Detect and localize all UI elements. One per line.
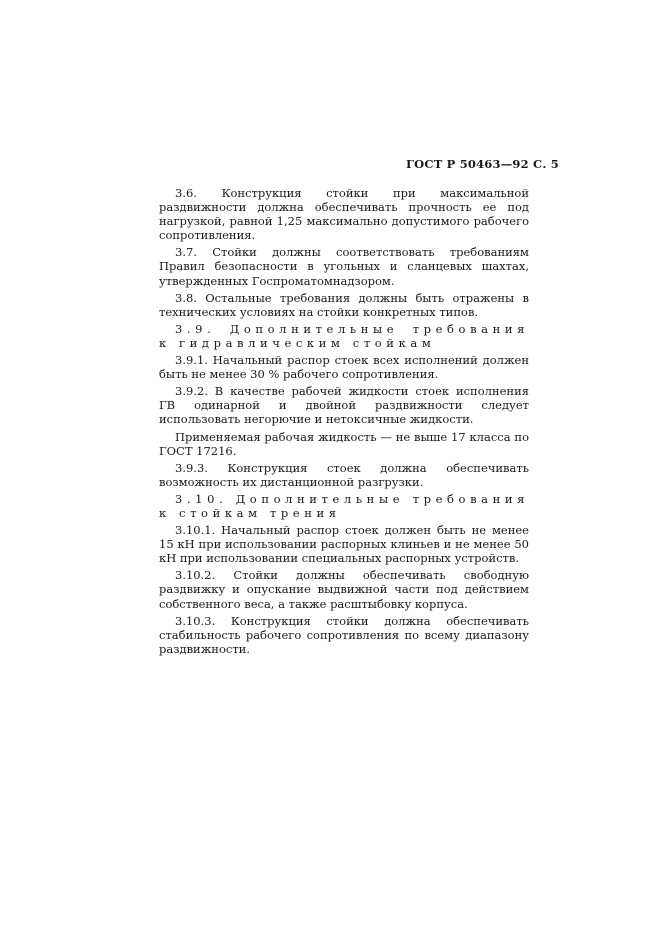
paragraph-3-10-3: 3.10.3. Конструкция стойки должна обеспечивать стабильность рабочего сопротивления по всему диапазону раздвижности. [159,613,529,656]
section-heading-3-10: 3.10. Дополнительные требования к стойкам трения [159,491,529,520]
paragraph-3-9-2: 3.9.2. В качестве рабочей жидкости стоек исполнения ГВ одинарной и двойной раздвижности следует использовать негорючие и нетоксичные жидкости. [159,384,529,427]
paragraph-3-9-1: 3.9.1. Начальный распор стоек всех исполнений должен быть не менее 30 % рабочего сопротивления. [159,353,529,382]
paragraph-3-10-2: 3.10.2. Стойки должны обеспечивать свободную раздвижку и опускание выдвижной части под действием собственного веса, а также расштыбовку корпуса. [159,568,529,611]
paragraph-3-6: 3.6. Конструкция стойки при максимальной раздвижности должна обеспечивать прочность ее под нагрузкой, равной 1,25 максимально допустимого рабочего сопротивления. [159,186,529,243]
paragraph-3-10-1: 3.10.1. Начальный распор стоек должен быть не менее 15 кН при использовании распорных клиньев и не менее 50 кН при использовании специальных распорных устройств. [159,523,529,566]
paragraph-3-8: 3.8. Остальные требования должны быть отражены в технических условиях на стойки конкретных типов. [159,290,529,319]
paragraph-working-fluid: Применяемая рабочая жидкость — не выше 17 класса по ГОСТ 17216. [159,429,529,458]
paragraph-3-9-3: 3.9.3. Конструкция стоек должна обеспечивать возможность их дистанционной разгрузки. [159,460,529,489]
page-header: ГОСТ Р 50463—92 С. 5 [405,157,559,171]
section-heading-3-9: 3.9. Дополнительные требования к гидравлическим стойкам [159,321,529,350]
document-body [159,186,529,659]
paragraph-3-7: 3.7. Стойки должны соответствовать требованиям Правил безопасности в угольных и сланцевых шахтах, утвержденных Госпроматомнадзором. [159,245,529,288]
